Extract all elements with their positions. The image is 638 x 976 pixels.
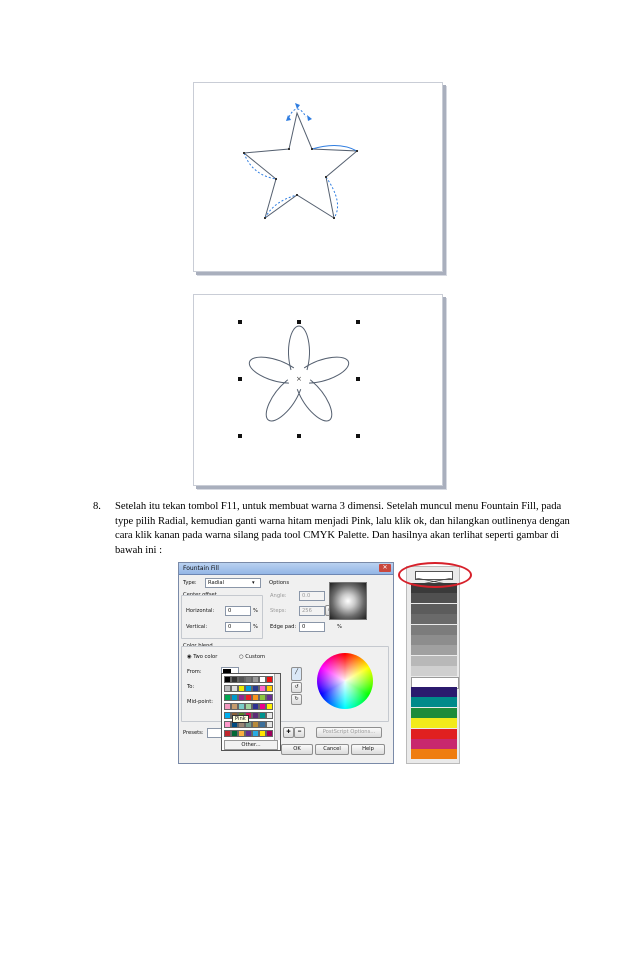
remove-preset-icon[interactable]: ━ [294, 727, 305, 738]
color-swatch[interactable] [259, 703, 266, 710]
chevron-down-icon: ▾ [252, 580, 255, 586]
type-select[interactable] [205, 578, 261, 588]
color-swatch[interactable] [266, 676, 273, 683]
color-swatch[interactable] [238, 703, 245, 710]
color-swatch[interactable] [266, 694, 273, 701]
horizontal-value: 0 [228, 608, 232, 614]
custom-label: Custom [245, 654, 266, 660]
color-swatch[interactable] [259, 694, 266, 701]
flower-petal [260, 378, 303, 426]
color-swatch[interactable] [224, 712, 231, 719]
color-swatch[interactable] [252, 694, 259, 701]
line-blend-icon[interactable]: ╱ [291, 667, 302, 681]
palette-swatch[interactable] [411, 625, 457, 635]
color-swatch[interactable] [224, 685, 231, 692]
radio-two-color[interactable]: ◉ Two color [187, 654, 218, 660]
text-line: cara klik kanan pada warna silang pada tool CMYK Palette. Dan hasilnya akan terlihat seperti gambar di [115, 530, 559, 541]
palette-swatch[interactable] [411, 708, 457, 718]
other-button[interactable]: Other... [224, 740, 278, 750]
palette-swatch[interactable] [411, 749, 457, 759]
color-swatch[interactable] [231, 703, 238, 710]
color-swatch[interactable] [245, 730, 252, 737]
steps-label: Steps: [270, 608, 287, 614]
dialog-title: Fountain Fill [183, 565, 219, 572]
counterclockwise-icon[interactable]: ↺ [291, 682, 302, 693]
color-swatch[interactable] [259, 676, 266, 683]
text-line: bawah ini : [115, 544, 163, 556]
color-swatch[interactable] [238, 730, 245, 737]
mid-point-label: Mid-point: [187, 699, 214, 705]
star-editing-drawing [194, 83, 442, 271]
step-number: 8. [93, 501, 101, 512]
cmyk-palette [406, 566, 460, 764]
postscript-options-button[interactable]: PostScript Options... [316, 727, 382, 738]
edge-pad-input[interactable] [299, 622, 325, 632]
color-swatch[interactable] [259, 730, 266, 737]
text-line: Setelah itu tekan tombol F11, untuk membuat warna 3 dimensi. Setelah muncul menu Fountain Fill, pada [115, 501, 562, 512]
popup-scrollbar[interactable] [274, 674, 280, 740]
palette-swatch[interactable] [411, 635, 457, 645]
clockwise-icon[interactable]: ↻ [291, 694, 302, 705]
two-color-label: Two color [193, 654, 218, 660]
close-button[interactable]: ✕ [379, 564, 391, 572]
percent-label: % [253, 608, 258, 614]
color-swatch[interactable] [245, 685, 252, 692]
color-swatch[interactable] [238, 685, 245, 692]
flower-figure-selected [193, 294, 443, 486]
steps-input[interactable] [299, 606, 325, 616]
color-swatch[interactable] [252, 676, 259, 683]
angle-label: Angle: [270, 593, 287, 599]
center-offset-group [181, 595, 263, 639]
vertical-label: Vertical: [186, 624, 208, 630]
color-swatch[interactable] [252, 730, 259, 737]
color-swatch[interactable] [231, 730, 238, 737]
horizontal-input[interactable] [225, 606, 251, 616]
color-swatch[interactable] [224, 694, 231, 701]
type-value: Radial [208, 580, 225, 586]
star-figure-editing [193, 82, 443, 272]
options-label: Options [269, 580, 290, 586]
star-nodes [243, 148, 358, 219]
color-swatch[interactable] [252, 721, 259, 728]
angle-input[interactable] [299, 591, 325, 601]
color-picker-popup [221, 673, 281, 751]
color-swatch[interactable] [252, 703, 259, 710]
center-offset-label: Center offset [183, 592, 217, 598]
gradient-preview[interactable] [329, 582, 367, 620]
color-swatch[interactable] [252, 712, 259, 719]
help-button[interactable]: Help [351, 744, 385, 755]
color-swatch[interactable] [231, 685, 238, 692]
percent-label: % [253, 624, 258, 630]
color-swatch[interactable] [259, 685, 266, 692]
palette-swatch[interactable] [411, 666, 457, 676]
palette-swatch[interactable] [411, 614, 457, 624]
color-swatch[interactable] [224, 721, 231, 728]
type-label: Type: [183, 580, 197, 586]
color-swatch[interactable] [259, 721, 266, 728]
edge-pad-value: 0 [302, 624, 306, 630]
color-swatch[interactable] [224, 730, 231, 737]
angle-value: 0.0 [302, 593, 311, 599]
star-shape [244, 113, 357, 218]
edge-pad-label: Edge pad: [270, 624, 297, 630]
color-wheel[interactable] [317, 653, 373, 709]
color-swatch[interactable] [238, 694, 245, 701]
palette-swatch[interactable] [411, 593, 457, 603]
to-label: To: [187, 684, 195, 690]
highlight-circle [398, 562, 472, 588]
color-swatch[interactable] [245, 694, 252, 701]
from-label: From: [187, 669, 202, 675]
vertical-input[interactable] [225, 622, 251, 632]
color-swatch[interactable] [231, 676, 238, 683]
flower-drawing [194, 295, 442, 485]
color-blend-label: Color blend [183, 643, 213, 649]
color-swatch[interactable] [266, 712, 273, 719]
flower-petal [289, 326, 310, 370]
step-text [115, 500, 575, 558]
color-swatch[interactable] [266, 703, 273, 710]
center-mark-icon: × [296, 375, 302, 383]
color-swatch[interactable] [266, 730, 273, 737]
palette-swatch[interactable] [411, 687, 457, 697]
color-swatch[interactable] [266, 721, 273, 728]
palette-swatch[interactable] [411, 656, 457, 666]
flower-petal [295, 378, 338, 426]
palette-swatch[interactable] [411, 604, 457, 614]
color-swatch[interactable] [231, 694, 238, 701]
add-preset-icon[interactable]: ✚ [283, 727, 294, 738]
vertical-value: 0 [228, 624, 232, 630]
color-swatch[interactable] [266, 685, 273, 692]
color-swatch[interactable] [252, 685, 259, 692]
color-tooltip: Pink [232, 715, 249, 723]
cancel-button[interactable]: Cancel [315, 744, 349, 755]
color-swatch[interactable] [224, 676, 231, 683]
color-swatch[interactable] [245, 703, 252, 710]
curve-handle-lower-right [326, 177, 338, 218]
color-swatch[interactable] [245, 676, 252, 683]
steps-value: 256 [302, 608, 312, 614]
text-line: type pilih Radial, kemudian ganti warna hitam menjadi Pink, lalu klik ok, dan hilangkan outlinenya dengan [115, 515, 570, 527]
palette-swatch[interactable] [411, 739, 457, 749]
radio-custom[interactable]: ○ Custom [239, 654, 266, 660]
fountain-fill-dialog [178, 562, 394, 764]
horizontal-label: Horizontal: [186, 608, 215, 614]
ok-button[interactable]: OK [281, 744, 313, 755]
color-swatch[interactable] [259, 712, 266, 719]
percent-label: % [337, 624, 342, 630]
color-swatch[interactable] [224, 703, 231, 710]
presets-label: Presets: [183, 730, 204, 736]
color-swatch[interactable] [238, 676, 245, 683]
dialog-titlebar [179, 563, 393, 575]
palette-swatch[interactable] [411, 729, 457, 739]
palette-swatch[interactable] [411, 697, 457, 707]
palette-swatch[interactable] [411, 718, 457, 728]
palette-swatch[interactable] [411, 645, 457, 655]
